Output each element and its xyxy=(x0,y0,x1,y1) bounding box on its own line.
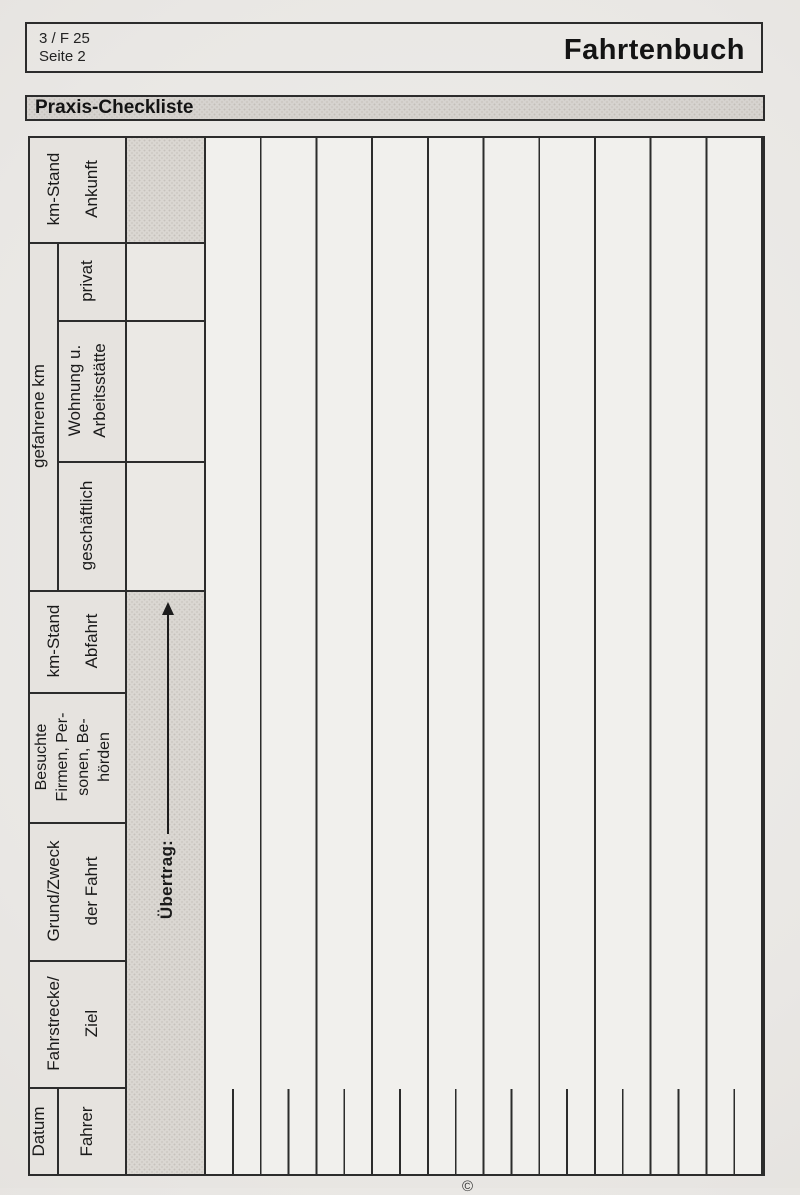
header-label-line: gefahrene km xyxy=(28,364,48,468)
section-header-bar xyxy=(25,95,765,121)
grid-row-grund-zweck xyxy=(206,824,763,962)
rotated-text xyxy=(30,1089,59,1174)
grid-row-km-stand-abfahrt xyxy=(206,592,763,694)
grid-row-geschaeftlich xyxy=(206,463,763,592)
grid-row-privat xyxy=(206,244,763,322)
col-header-besuchte-firmen xyxy=(30,694,127,824)
header-label-line: hörden xyxy=(95,732,113,782)
header-label-line: privat xyxy=(77,260,96,302)
header-label-line: Besuchte xyxy=(32,723,50,791)
header-label-line: Fahrer xyxy=(77,1106,96,1157)
col-header-datum xyxy=(30,1089,59,1174)
col-header-fahrstrecke-ziel xyxy=(30,962,127,1089)
header-label-line: Arbeitsstätte xyxy=(90,343,109,438)
copyright-mark: © xyxy=(462,1178,474,1195)
logbook-table xyxy=(28,136,765,1176)
rotated-text xyxy=(30,136,127,242)
col-header-privat xyxy=(59,244,127,322)
col-header-fahrer xyxy=(59,1089,127,1174)
carry-cell-empty-1 xyxy=(127,244,206,322)
carry-label-box xyxy=(127,787,206,972)
section-title: Praxis-Checkliste xyxy=(35,97,194,118)
header-label-line: Wohnung u. xyxy=(65,344,84,437)
header-label-line: Datum xyxy=(28,1106,48,1157)
grid-row-fahrstrecke-ziel xyxy=(206,962,763,1089)
rotated-text xyxy=(127,787,206,972)
col-header-wohnung-arbeitsstaette xyxy=(59,322,127,463)
carry-label: Übertrag: xyxy=(156,839,176,920)
form-code-block xyxy=(27,24,90,71)
carry-cell-empty-2 xyxy=(127,322,206,463)
header-label-line: Ankunft xyxy=(81,160,101,218)
col-header-km-stand-abfahrt xyxy=(30,592,127,694)
carry-forward-cell xyxy=(127,592,206,1174)
carry-header-cell xyxy=(127,138,206,244)
grid-row-besuchte-firmen xyxy=(206,694,763,824)
header-label-line: Fahrstrecke/ xyxy=(43,976,63,1071)
rotated-text xyxy=(59,461,127,590)
rotated-text xyxy=(59,320,127,461)
header-label-line: Grund/Zweck xyxy=(43,840,63,942)
rotated-text xyxy=(30,242,59,590)
col-header-gefahrene-km xyxy=(30,244,59,592)
header-label-line: Abfahrt xyxy=(81,613,101,669)
rotated-text xyxy=(30,590,127,692)
header-label-line: der Fahrt xyxy=(81,856,101,926)
form-header-box xyxy=(25,22,763,73)
page-number: Seite 2 xyxy=(39,48,86,65)
form-code: 3 / F 25 xyxy=(39,30,90,47)
form-title: Fahrtenbuch xyxy=(563,34,745,66)
header-label-line: Ziel xyxy=(81,1009,101,1038)
header-label-line: sonen, Be- xyxy=(74,718,92,796)
carry-cell-empty-3 xyxy=(127,463,206,592)
rotated-text xyxy=(30,692,127,822)
header-label-line: km-Stand xyxy=(43,152,63,226)
rotated-text xyxy=(30,822,127,960)
header-label-line: km-Stand xyxy=(43,604,63,678)
grid-row-wohnung-arbeitsstaette xyxy=(206,322,763,463)
col-header-grund-zweck xyxy=(30,824,127,962)
grid-row-datum-fahrer xyxy=(206,1089,763,1174)
header-label-line: geschäftlich xyxy=(77,480,96,571)
header-label-line: Firmen, Per- xyxy=(53,712,71,802)
grid-row-km-stand-ankunft xyxy=(206,138,763,244)
col-header-km-stand-ankunft xyxy=(30,138,127,244)
rotated-text xyxy=(30,960,127,1087)
col-header-geschaeftlich xyxy=(59,463,127,592)
rotated-text xyxy=(59,1089,127,1174)
rotated-text xyxy=(59,242,127,320)
